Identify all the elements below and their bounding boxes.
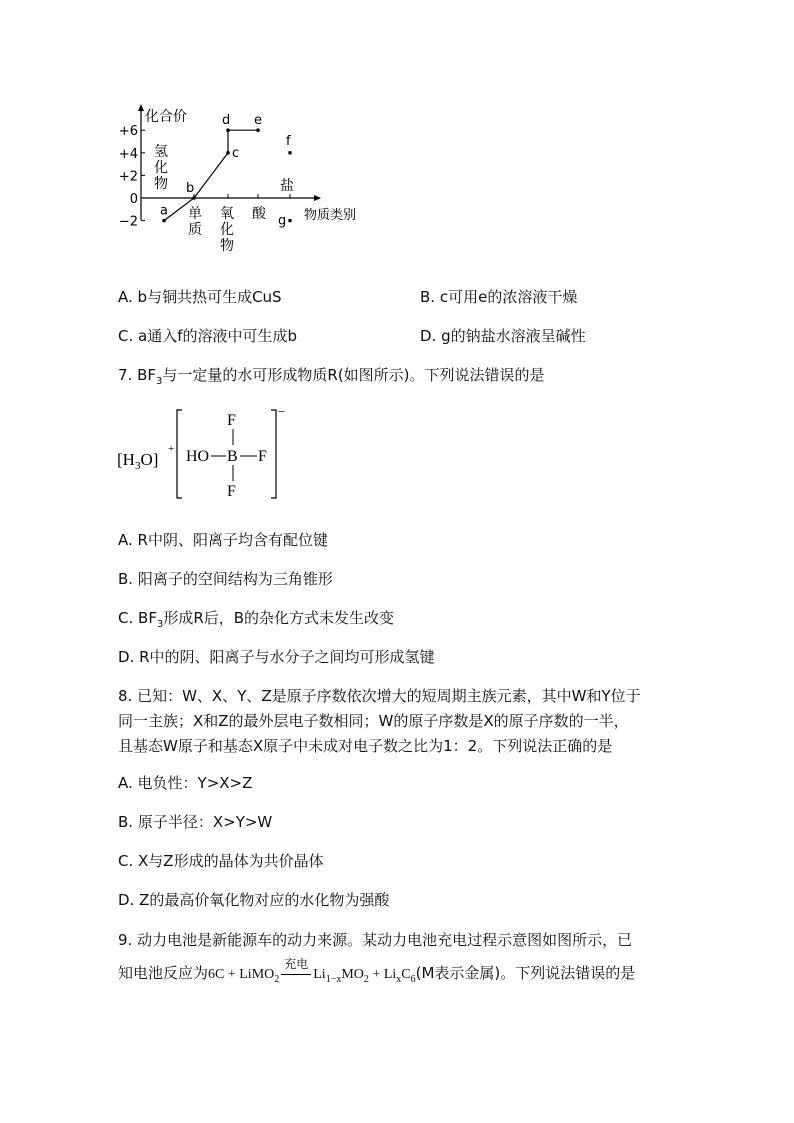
charge-arrow [279, 957, 313, 983]
q8-option-c: C. X与Z形成的晶体为共价晶体 [118, 852, 324, 870]
point-label-c: c [232, 145, 240, 161]
question-number: 8. [118, 687, 133, 705]
category-label: 盐 [280, 178, 294, 194]
left-bracket [177, 410, 182, 498]
q9-stem-line-1: 9. 动力电池是新能源车的动力来源。某动力电池充电过程示意图如图所示，已 [118, 931, 633, 949]
question-number: 7. [118, 366, 133, 384]
option-text: b与铜共热可生成CuS [137, 288, 282, 306]
atom-ho: HO [186, 448, 210, 465]
anion-charge: − [278, 404, 286, 419]
atom-b: B [227, 448, 238, 465]
category-label: 物 [154, 176, 168, 192]
q7-option-a: A. R中阴、阳离子均含有配位键 [118, 531, 328, 549]
category-label: 化 [154, 160, 168, 176]
y-axis-arrow [138, 104, 144, 111]
cation-text: $[H_3O]$ [117, 450, 159, 472]
right-bracket [271, 410, 276, 498]
category-label: 酸 [252, 206, 266, 222]
valence-category-diagram [110, 100, 370, 260]
category-label: 物 [220, 238, 234, 254]
option-letter: C. [118, 327, 134, 345]
battery-reaction: 6C + LiMO$_2$ 充电 $Li_{1-x}MO_2 + Li_xC_6$ [208, 957, 416, 985]
option-text: a通入f的溶液中可生成b [138, 327, 298, 345]
option-letter: D. [420, 327, 437, 345]
y-tick-label: +2 [118, 169, 138, 185]
point-label-a: a [160, 203, 168, 219]
formula-bf3: $BF_3$ [137, 366, 163, 387]
option-letter: A. [118, 288, 133, 306]
point-label-b: b [186, 181, 195, 196]
category-label: 单 [188, 206, 202, 222]
q7-option-d: D. R中的阴、阳离子与水分子之间均可形成氢键 [118, 648, 435, 666]
point-label-e: e [254, 113, 262, 129]
category-label: 质 [188, 222, 202, 238]
q6-option-b [420, 286, 577, 307]
option-text: g的钠盐水溶液呈碱性 [441, 327, 586, 345]
atom-f-bottom: F [227, 483, 236, 500]
atom-f-top: F [227, 412, 236, 429]
point-e [256, 128, 260, 132]
point-label-g: g [278, 213, 287, 229]
q7-option-b: B. 阳离子的空间结构为三角锥形 [118, 570, 333, 588]
point-label-f: f [286, 133, 291, 149]
category-label: 化 [220, 222, 234, 238]
point-g [288, 219, 291, 222]
y-tick-label: +4 [118, 146, 138, 162]
question-text: 与一定量的水可形成物质R(如图所示)。下列说法错误的是 [162, 366, 545, 384]
q8-option-a: A. 电负性：Y>X>Z [118, 774, 253, 792]
point-a [162, 219, 166, 223]
option-text: c可用e的浓溶液干燥 [439, 288, 578, 306]
x-axis-title: 物质类别 [304, 208, 357, 223]
y-tick-label: 0 [129, 192, 138, 207]
q8-option-d: D. Z的最高价氧化物对应的水化物为强酸 [118, 891, 390, 909]
arrow-label: 充电 [284, 957, 309, 971]
q8-stem-line-1: 8. 已知：W、X、Y、Z是原子序数依次增大的短周期主族元素，其中W和Y位于 [118, 687, 641, 705]
y-tick-label: −2 [118, 214, 138, 230]
point-c [226, 151, 230, 155]
q7-option-c: C. $BF_3$形成R后，B的杂化方式未发生改变 [118, 609, 395, 630]
q6-option-a [118, 286, 282, 307]
category-label: 氧 [220, 206, 234, 222]
valence-path [164, 130, 258, 220]
point-f [288, 151, 291, 154]
point-label-d: d [222, 113, 231, 129]
y-axis-title: 化合价 [145, 109, 187, 125]
q9-stem-line-2: 知电池反应为6C + LiMO$_2$ 充电 $Li_{1-x}MO_2 + Li_xC_6(M$表示金属)。下列说法错误的是 [118, 957, 636, 985]
q6-option-d [420, 325, 586, 346]
y-tick-label: +6 [118, 124, 138, 140]
structure-formula-R [112, 402, 302, 506]
option-letter: B. [420, 288, 436, 306]
x-axis-arrow [314, 195, 321, 201]
atom-f-right: F [258, 448, 267, 465]
q6-option-c [118, 325, 297, 346]
point-b [192, 196, 196, 200]
q7-stem [118, 364, 545, 387]
cation-charge: + [168, 443, 175, 455]
question-number: 9. [118, 931, 133, 949]
category-label: 氢 [154, 144, 168, 160]
q8-stem-line-3: 且基态W原子和基态X原子中未成对电子数之比为1：2。下列说法正确的是 [118, 737, 613, 755]
point-d [226, 128, 230, 132]
q8-option-b: B. 原子半径：X>Y>W [118, 813, 273, 831]
q8-stem-line-2: 同一主族；X和Z的最外层电子数相同；W的原子序数是X的原子序数的一半， [118, 712, 629, 730]
